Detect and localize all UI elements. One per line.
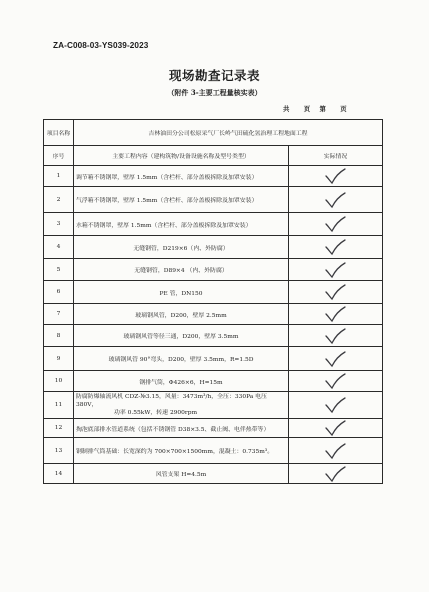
row-content: [74, 304, 289, 325]
page-current-label: 第: [319, 105, 327, 113]
row-content-line: 功率 0.55kW，转速 2900rpm: [114, 410, 198, 416]
page-total-label: 共: [283, 105, 290, 113]
table-row: [44, 236, 383, 259]
row-content-line: 水箱不锈钢罩，壁厚 1.5mm（含栏杆、部分盖板拆除及加罩安装）: [76, 222, 252, 229]
table-row: [44, 392, 383, 419]
row-status: [289, 166, 383, 187]
project-row: [44, 120, 383, 146]
row-content: [74, 392, 289, 419]
row-content-line: 钢排气筒，Φ426×6，H=15m: [139, 379, 223, 386]
row-content: [74, 347, 289, 371]
row-content-line: 玻璃钢风管 90°弯头，D200，壁厚 3.5mm，R=1.5D: [108, 357, 254, 363]
column-header-content: 主要工程内容（建构筑物/设备设施名称及型号类型）: [74, 146, 289, 166]
check-stroke: [326, 444, 345, 458]
page-title: 现场勘查记录表: [168, 68, 260, 83]
project-name-cell: [74, 120, 383, 146]
row-seq: 14: [44, 464, 74, 484]
row-content: [74, 213, 289, 236]
row-seq: 4: [44, 236, 74, 259]
row-status: [289, 281, 383, 304]
row-seq: 3: [44, 213, 74, 236]
check-stroke: [326, 352, 345, 366]
row-status: [289, 259, 383, 281]
check-mark-icon: [323, 238, 349, 256]
row-seq: 6: [44, 281, 74, 304]
table-row: [44, 213, 383, 236]
project-label: 项目名称: [46, 131, 71, 137]
quantity-verification-table: [43, 119, 383, 484]
check-stroke: [326, 467, 345, 481]
row-content-line: 掏泡底部排水管道系统（包括不锈钢管 D38×3.5、截止阀、电伴热带等）: [76, 426, 270, 433]
check-mark-icon: [323, 305, 349, 323]
table-row: [44, 281, 383, 304]
row-content: [74, 464, 289, 484]
check-mark-icon: [323, 419, 349, 437]
column-header-row: [44, 146, 383, 166]
check-mark-icon: [323, 396, 349, 414]
check-mark-icon: [323, 372, 349, 390]
row-status: [289, 236, 383, 259]
row-status: [289, 392, 383, 419]
row-content: [74, 325, 289, 347]
row-content-line: PE 管，DN150: [159, 290, 203, 297]
check-stroke: [326, 421, 345, 435]
table-row: [44, 187, 383, 213]
check-mark-icon: [323, 442, 349, 460]
row-status: [289, 464, 383, 484]
row-content: [74, 419, 289, 438]
row-content-line: 玻璃钢风管等径三通，D200，壁厚 3.5mm: [123, 334, 239, 340]
row-seq: 10: [44, 371, 74, 392]
row-status: [289, 419, 383, 438]
column-header-status: 实际情况: [289, 146, 383, 166]
check-stroke: [326, 329, 345, 343]
check-stroke: [326, 307, 345, 321]
row-content-line: 无缝钢管，D89×4 （内、外防腐）: [134, 268, 228, 274]
row-content-line: 钢制排气筒基础：长宽深约为 700×700×1500mm，混凝土：0.735m³。: [76, 449, 274, 455]
check-mark-icon: [323, 191, 349, 209]
table-row: [44, 166, 383, 187]
table-row: [44, 371, 383, 392]
row-content: [74, 281, 289, 304]
row-seq: 7: [44, 304, 74, 325]
project-label-cell: [44, 120, 74, 146]
check-stroke: [326, 263, 345, 277]
document-number: ZA-C008-03-YS039-2023: [53, 41, 149, 50]
row-seq: 9: [44, 347, 74, 371]
row-status: [289, 347, 383, 371]
row-content: [74, 259, 289, 281]
row-seq: 1: [44, 166, 74, 187]
row-seq: 12: [44, 419, 74, 438]
table-row: [44, 347, 383, 371]
row-content-line: 风管支架 H=4.5m: [155, 472, 207, 478]
page-total-unit: 页: [303, 105, 311, 113]
row-content: [74, 166, 289, 187]
row-status: [289, 371, 383, 392]
check-stroke: [326, 398, 345, 412]
row-status: [289, 438, 383, 464]
column-header-seq: 序号: [44, 146, 74, 166]
check-mark-icon: [323, 465, 349, 483]
check-stroke: [326, 240, 345, 254]
row-content-line: 防腐防爆轴流风机 CDZ-№3.15，风量：3473m³/h，全压：330Pa 电压 380V，: [76, 394, 267, 408]
row-content-line: 气浮箱不锈钢罩，壁厚 1.5mm（含栏杆、部分盖板拆除及加罩安装）: [76, 198, 258, 204]
table-row: [44, 325, 383, 347]
row-content-line: 玻璃钢风管，D200，壁厚 2.5mm: [135, 312, 227, 319]
row-content: [74, 438, 289, 464]
row-content-line: 调节箱不锈钢罩，壁厚 1.5mm（含栏杆、部分盖板拆除及加罩安装）: [76, 174, 258, 181]
table-row: [44, 438, 383, 464]
check-mark-icon: [323, 167, 349, 185]
check-mark-icon: [323, 261, 349, 279]
row-status: [289, 187, 383, 213]
row-seq: 2: [44, 187, 74, 213]
row-seq: 5: [44, 259, 74, 281]
row-content: [74, 187, 289, 213]
check-stroke: [326, 285, 345, 299]
project-name: 吉林油田分公司松原采气厂长岭气田硫化氢治理工程地面工程: [148, 131, 308, 137]
page-current-unit: 页: [340, 105, 347, 113]
row-content: [74, 371, 289, 392]
check-mark-icon: [323, 215, 349, 233]
table-row: [44, 464, 383, 484]
page-counter: [283, 104, 347, 113]
check-stroke: [326, 169, 345, 183]
row-status: [289, 213, 383, 236]
check-stroke: [326, 193, 345, 207]
row-seq: 8: [44, 325, 74, 347]
check-mark-icon: [323, 327, 349, 345]
row-seq: 13: [44, 438, 74, 464]
check-stroke: [326, 374, 345, 388]
check-mark-icon: [323, 350, 349, 368]
row-status: [289, 304, 383, 325]
row-content-line: 无缝钢管，D219×6（内、外防腐）: [133, 245, 229, 252]
row-seq: 11: [44, 392, 74, 419]
check-stroke: [326, 217, 345, 231]
table-row: [44, 304, 383, 325]
page-subtitle: （附件 3-主要工程量核实表）: [167, 88, 262, 97]
row-status: [289, 325, 383, 347]
check-mark-icon: [323, 283, 349, 301]
table-row: [44, 419, 383, 438]
row-content: [74, 236, 289, 259]
table-row: [44, 259, 383, 281]
